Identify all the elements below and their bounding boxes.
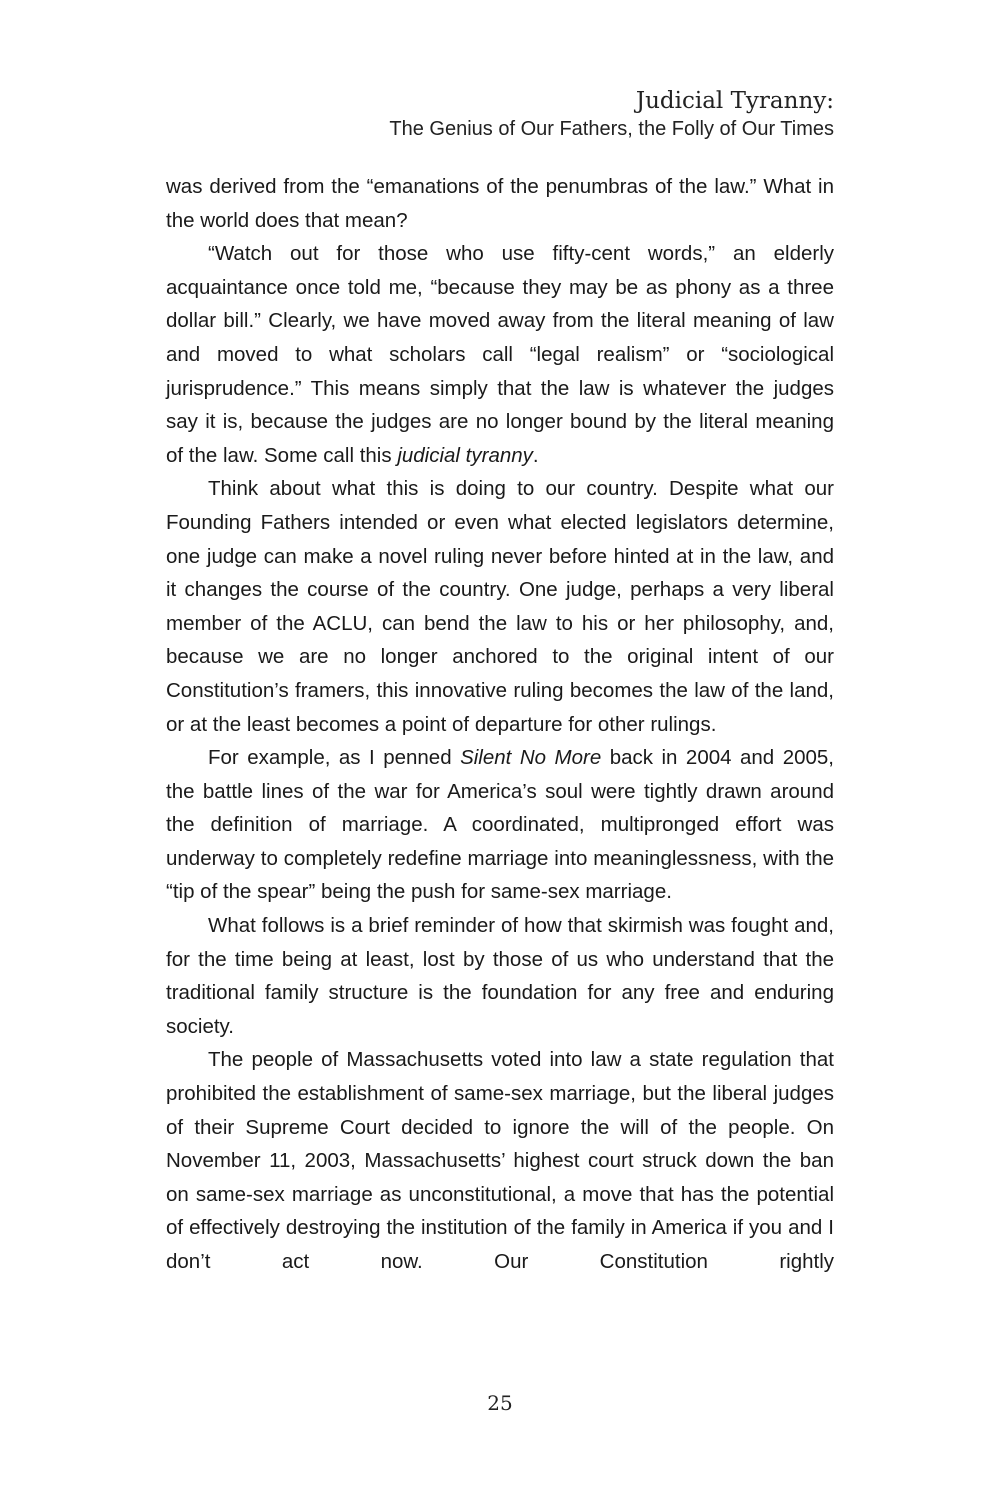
paragraph-4-text: back in 2004 and 2005, the battle lines of the war for America’s soul were tightly drawn around the definition of marriage. A coordinated, multipronged effort was underway to completely redefine marriage into meaninglessness, with the “tip of the spear” being the push for same-sex marriage. (166, 746, 834, 904)
paragraph-4-start: For example, as I penned (208, 746, 461, 770)
running-head (389, 86, 834, 142)
paragraph-2 (166, 237, 834, 472)
paragraph-3 (166, 472, 834, 741)
paragraph-1-text: was derived from the “emanations of the penumbras of the law.” What in the world does that mean? (166, 175, 834, 232)
paragraph-1 (166, 170, 834, 237)
paragraph-2-text: “Watch out for those who use fifty-cent words,” an elderly acquaintance once told me, “because they may be as phony as a three dollar bill.” Clearly, we have moved away from the literal meaning of law and moved to what scholars call “legal realism” or “sociological jurisprudence.” This means simply that the law is whatever the judges say it is, because the judges are no longer bound by the literal meaning of the law. Some call this (166, 242, 834, 467)
body-text (166, 170, 834, 1279)
paragraph-2-end: . (532, 443, 539, 467)
page-number: 25 (487, 1391, 513, 1415)
paragraph-6-text: The people of Massachusetts voted into law a state regulation that prohibited the establishment of same-sex marriage, but the liberal judges of their Supreme Court decided to ignore the will of the people. On November 11, 2003, Massachusetts’ highest court struck down the ban on same-sex marriage as unconstitutional, a move that has the potential of effectively destroying the institution of the family in America if you and I don’t act now. Our Constitution rightly (166, 1048, 834, 1273)
paragraph-4-book-title: Silent No More (460, 746, 602, 770)
paragraph-4 (166, 741, 834, 909)
paragraph-2-emphasis: judicial tyranny (397, 443, 533, 467)
paragraph-5 (166, 909, 834, 1043)
paragraph-3-text: Think about what this is doing to our country. Despite what our Founding Fathers intended or even what elected legislators determine, one judge can make a novel ruling never before hinted at in the law, and it changes the course of the country. One judge, perhaps a very liberal member of the ACLU, can bend the law to his or her philosophy, and, because we are no longer anchored to the original intent of our Constitution’s framers, this innovative ruling becomes the law of the land, or at the least becomes a point of departure for other rulings. (166, 477, 834, 736)
paragraph-5-text: What follows is a brief reminder of how that skirmish was fought and, for the time being at least, lost by those of us who understand that the traditional family structure is the foundation for any free and enduring society. (166, 914, 834, 1038)
running-head-subtitle: The Genius of Our Fathers, the Folly of Our Times (389, 118, 834, 140)
running-head-title: Judicial Tyranny: (635, 88, 834, 114)
paragraph-6 (166, 1043, 834, 1278)
